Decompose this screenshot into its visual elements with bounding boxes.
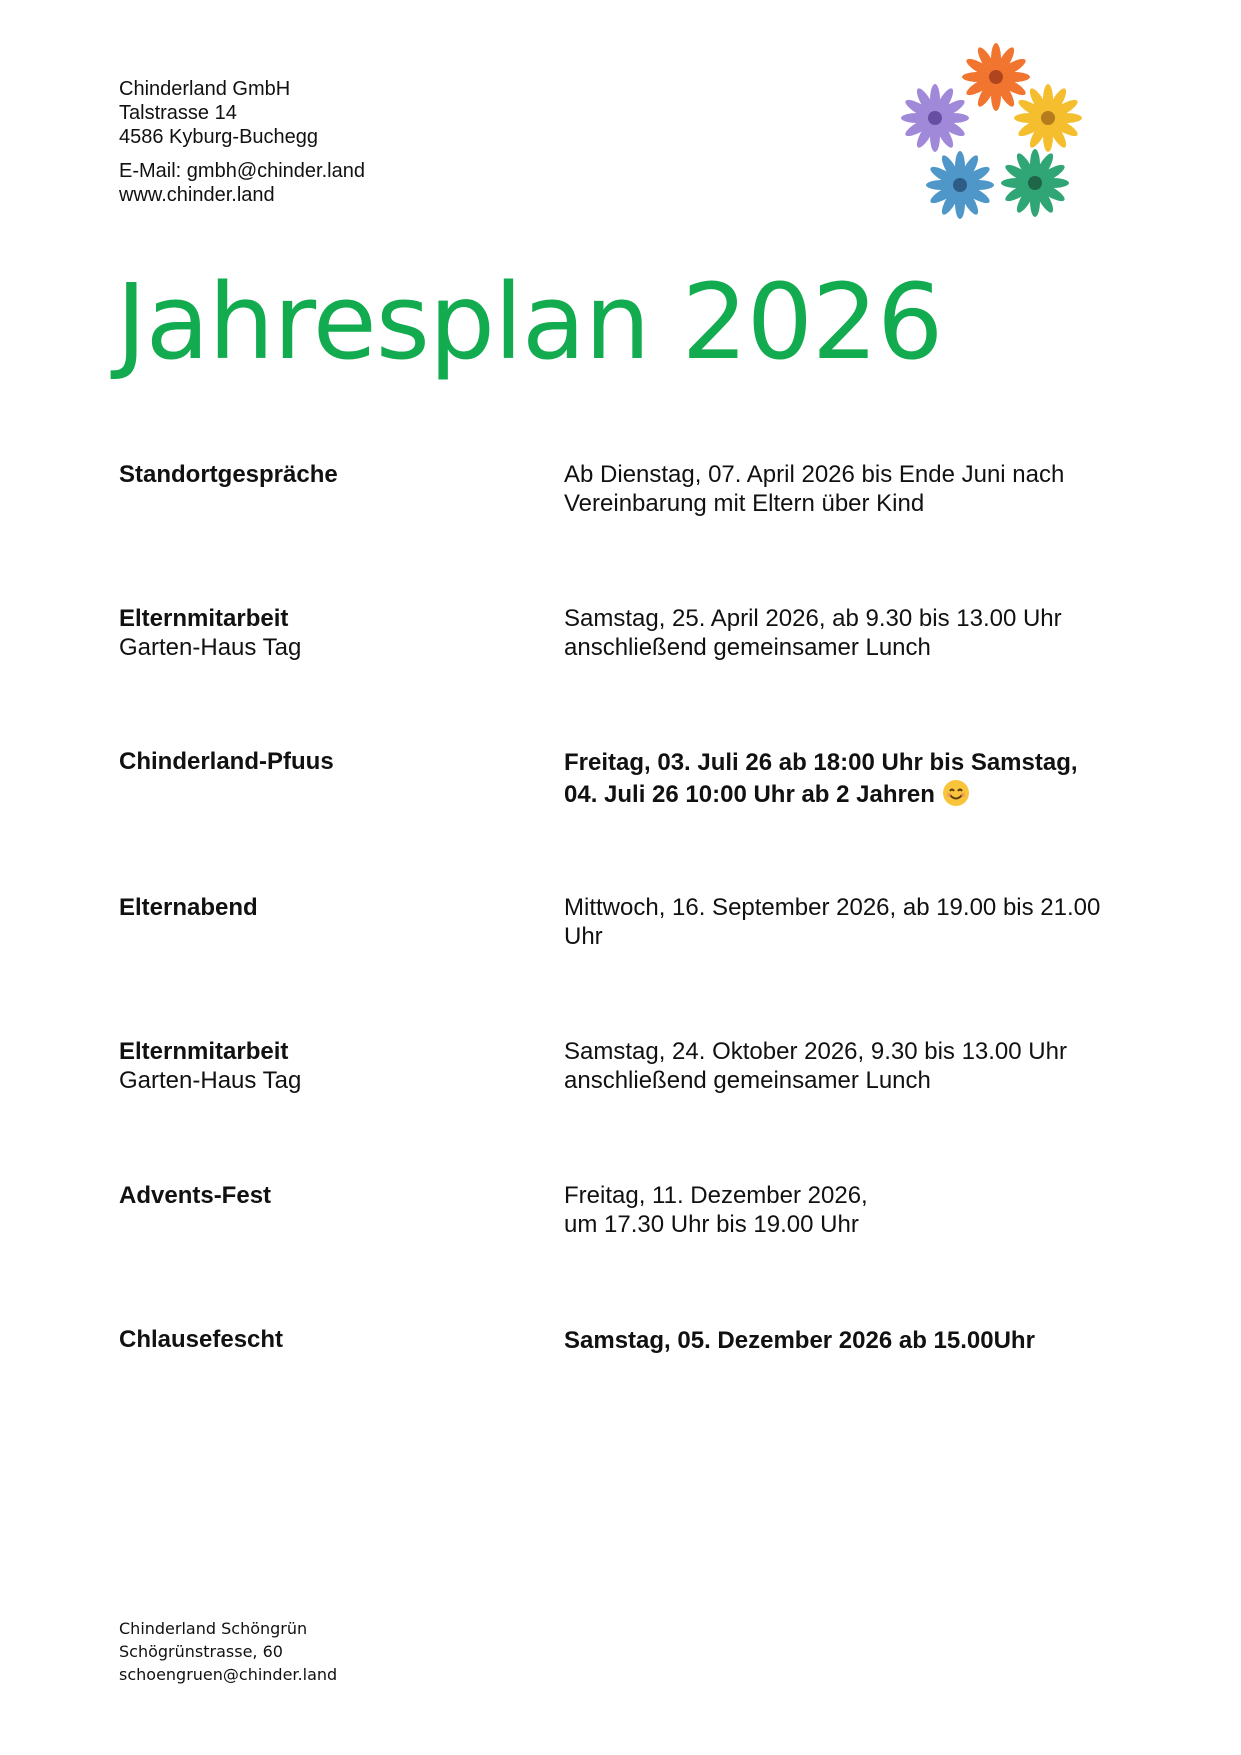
sender-company: Chinderland GmbH [119, 78, 291, 100]
flower-green [1001, 149, 1069, 217]
footer-email: schoengruen@chinder.land [119, 1665, 338, 1684]
footer-street: Schögrünstrasse, 60 [119, 1642, 283, 1661]
event-subtitle: Garten-Haus Tag [119, 634, 302, 661]
footer-name: Chinderland Schöngrün [119, 1619, 308, 1638]
event-date-line: Uhr [564, 923, 603, 950]
event-subtitle: Garten-Haus Tag [119, 1067, 302, 1094]
event-name: Elternmitarbeit [119, 1038, 289, 1065]
page-title: Jahresplan 2026 [116, 261, 943, 383]
event-date-line: anschließend gemeinsamer Lunch [564, 1067, 931, 1094]
flowers-logo-icon [900, 40, 1100, 225]
event-date-line: 04. Juli 26 10:00 Uhr ab 2 Jahren [564, 781, 935, 808]
flower-blue [926, 151, 994, 219]
event-date-line: um 17.30 Uhr bis 19.00 Uhr [564, 1211, 859, 1238]
event-date-line: Vereinbarung mit Eltern über Kind [564, 490, 925, 517]
smiling-face-icon [943, 780, 969, 806]
event-name: Chlausefescht [119, 1326, 284, 1353]
sender-email: E-Mail: gmbh@chinder.land [119, 160, 365, 182]
event-date-line: Freitag, 03. Juli 26 ab 18:00 Uhr bis Samstag, [564, 749, 1078, 776]
event-date-line: Samstag, 25. April 2026, ab 9.30 bis 13.00 Uhr [564, 605, 1062, 632]
event-date-line: Mittwoch, 16. September 2026, ab 19.00 bis 21.00 [564, 894, 1101, 921]
event-name: Advents-Fest [119, 1182, 272, 1209]
event-date-line: Ab Dienstag, 07. April 2026 bis Ende Juni nach [564, 461, 1065, 488]
sender-city: 4586 Kyburg-Buchegg [119, 126, 319, 148]
flower-purple [901, 84, 969, 152]
event-date-line: Samstag, 05. Dezember 2026 ab 15.00Uhr [564, 1327, 1035, 1354]
event-name: Standortgespräche [119, 461, 338, 488]
sender-street: Talstrasse 14 [119, 102, 237, 124]
sender-web: www.chinder.land [119, 184, 275, 206]
event-date-line: Freitag, 11. Dezember 2026, [564, 1182, 868, 1209]
footer-address [119, 1617, 337, 1686]
event-name: Chinderland-Pfuus [119, 748, 334, 775]
event-name: Elternabend [119, 894, 258, 921]
event-date-line: anschließend gemeinsamer Lunch [564, 634, 931, 661]
event-date-line: Samstag, 24. Oktober 2026, 9.30 bis 13.00 Uhr [564, 1038, 1067, 1065]
sender-address [119, 77, 365, 207]
event-name: Elternmitarbeit [119, 605, 289, 632]
